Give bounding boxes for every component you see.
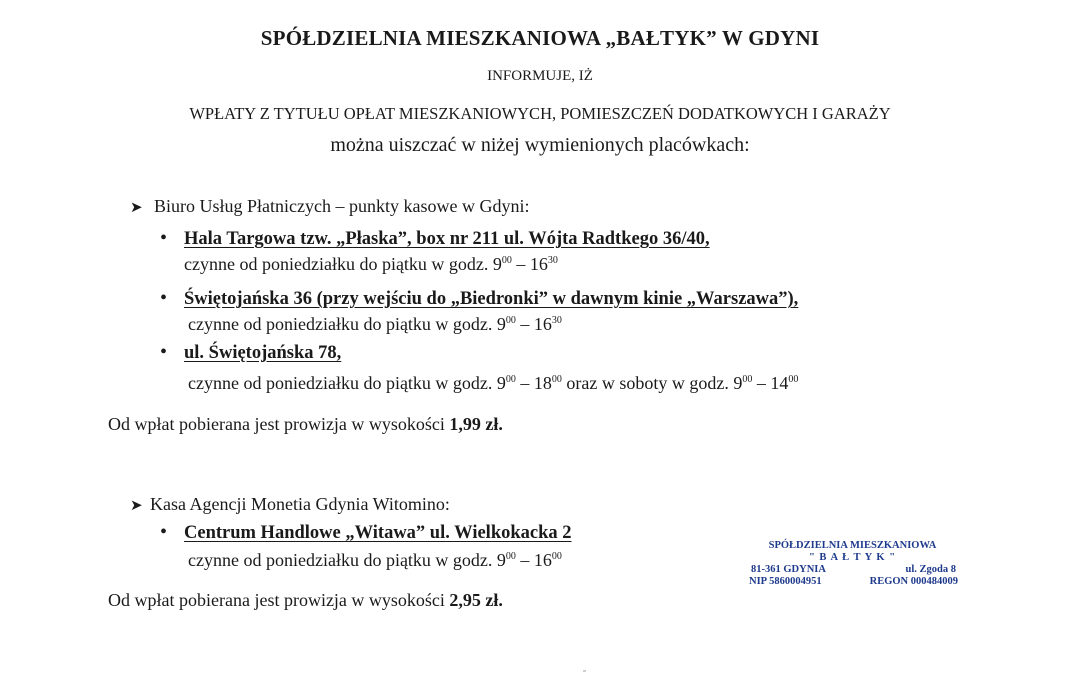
place-name: Świętojańska 36 (przy wejściu do „Biedronki” w dawnym kinie „Warszawa”), [184, 289, 799, 309]
place-name: Centrum Handlowe „Witawa” ul. Wielkokacka 2 [184, 523, 572, 543]
list-item [160, 288, 798, 310]
stamp-postal: 81-361 GDYNIA [751, 564, 826, 575]
place-name: ul. Świętojańska 78, [184, 343, 342, 363]
stamp-quote: " B A Ł T Y K " [808, 552, 897, 563]
fee-note: Od wpłat pobierana jest prowizja w wysokości 1,99 zł. [108, 414, 503, 434]
place-name: Hala Targowa tzw. „Płaska”, box nr 211 ul. Wójta Radtkego 36/40, [184, 229, 710, 249]
list-item [160, 228, 710, 250]
stamp-nip: NIP 5860004951 [749, 576, 822, 587]
payments-line: WPŁATY Z TYTUŁU OPŁAT MIESZKANIOWYCH, POMIESZCZEŃ DODATKOWYCH I GARAŻY [189, 104, 891, 123]
informs-line: INFORMUJE, IŻ [487, 68, 593, 84]
arrowhead-icon: ➤ [130, 200, 143, 216]
fee-value: 1,99 zł. [449, 414, 503, 434]
bullet-icon: • [160, 287, 168, 309]
arrowhead-icon: ➤ [130, 498, 143, 514]
locations-intro: można uiszczać w niżej wymienionych placówkach: [330, 134, 750, 156]
cooperative-stamp [745, 540, 960, 588]
opening-hours: czynne od poniedziałku do piątku w godz. $9^{00} - 16^{30}$ [188, 314, 562, 334]
bullet-icon: • [160, 341, 168, 363]
fee-value: 2,95 zł. [449, 590, 503, 610]
bullet-icon: • [160, 227, 168, 249]
fee-note: Od wpłat pobierana jest prowizja w wysokości 2,95 zł. [108, 590, 503, 610]
list-item [160, 522, 572, 544]
opening-hours: czynne od poniedziałku do piątku w godz. $9^{00} - 16^{00}$ [188, 550, 562, 570]
document-title: SPÓŁDZIELNIA MIESZKANIOWA „BAŁTYK” W GDYNI [260, 26, 820, 50]
opening-hours: czynne od poniedziałku do piątku w godz. $9^{00} - 18^{00}$ oraz w soboty w godz. $9^{00} - 14^{00}$ [188, 373, 799, 393]
bullet-icon: • [160, 521, 168, 543]
stamp-name: SPÓŁDZIELNIA MIESZKANIOWA [768, 540, 937, 551]
section-heading-monetia: ➤ Kasa Agencji Monetia Gdynia Witomino: [130, 494, 450, 514]
list-item [160, 342, 341, 364]
stamp-regon: REGON 000484009 [869, 576, 958, 587]
opening-hours: czynne od poniedziałku do piątku w godz. $9^{00} - 16^{30}$ [184, 254, 558, 274]
scan-speck [583, 670, 586, 672]
section-heading-biuro: ➤ Biuro Usług Płatniczych – punkty kasowe w Gdyni: [130, 196, 530, 216]
stamp-street: ul. Zgoda 8 [905, 564, 956, 575]
